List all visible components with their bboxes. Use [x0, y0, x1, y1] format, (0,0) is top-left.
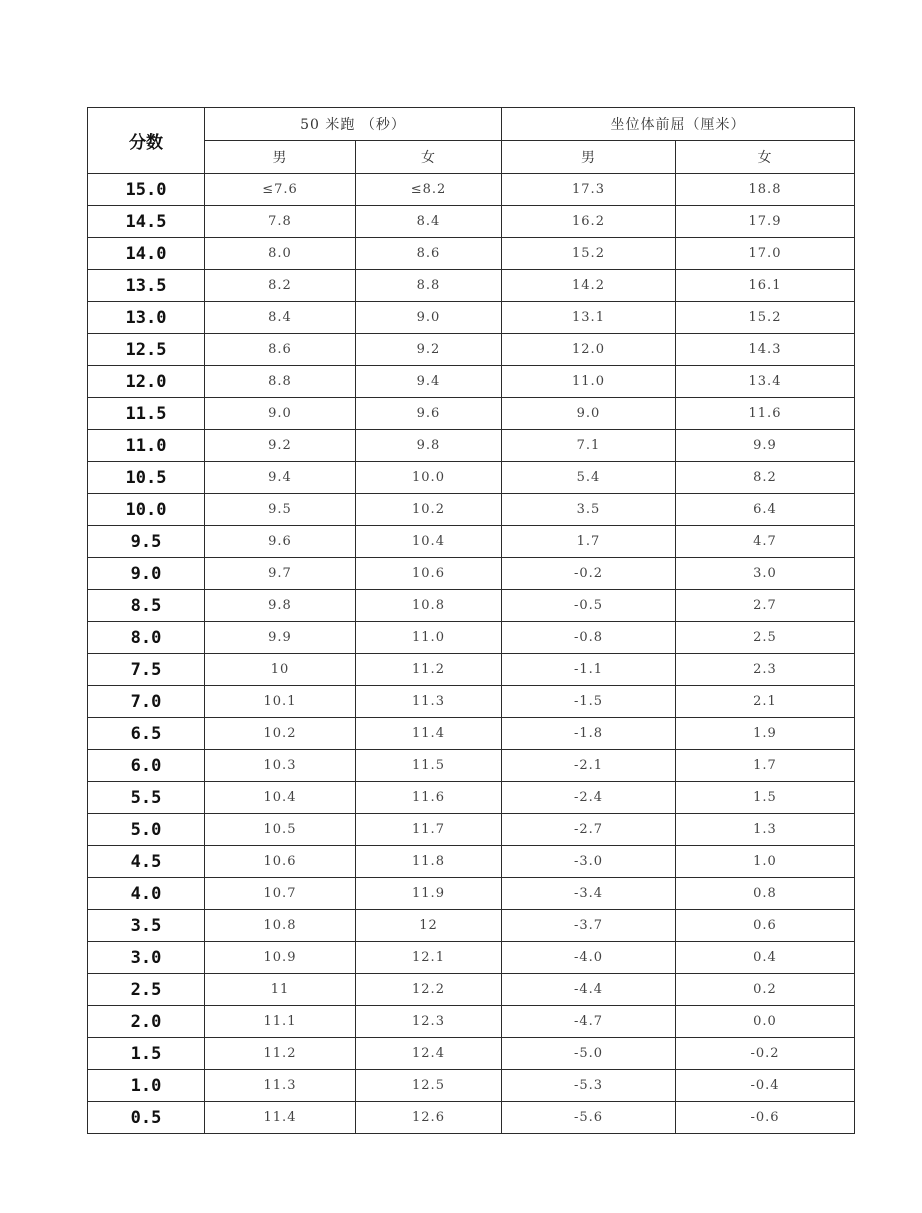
sprint-female-cell: 8.4 [356, 206, 502, 238]
sit-reach-female-cell: 18.8 [676, 174, 855, 206]
sprint-female-cell: ≤8.2 [356, 174, 502, 206]
table-row [88, 334, 855, 366]
sit-reach-female-cell: 0.2 [676, 974, 855, 1006]
table-header-row [88, 108, 855, 141]
sit-reach-female-cell: 4.7 [676, 526, 855, 558]
sprint-male-cell: 10 [205, 654, 356, 686]
table-row [88, 686, 855, 718]
sprint-male-cell: 11.3 [205, 1070, 356, 1102]
sit-reach-female-cell: 1.9 [676, 718, 855, 750]
sit-reach-male-cell: 12.0 [502, 334, 676, 366]
table-row [88, 590, 855, 622]
sprint-male-cell: 9.6 [205, 526, 356, 558]
table-row [88, 270, 855, 302]
score-cell: 5.0 [88, 814, 205, 846]
score-cell: 7.5 [88, 654, 205, 686]
sit-reach-female-cell: 8.2 [676, 462, 855, 494]
score-cell: 14.5 [88, 206, 205, 238]
sprint-female-cell: 11.5 [356, 750, 502, 782]
sprint-male-cell: 11.2 [205, 1038, 356, 1070]
score-standard-table [87, 107, 855, 1134]
table-body [88, 174, 855, 1134]
sit-reach-male-cell: -1.8 [502, 718, 676, 750]
sprint-female-cell: 8.6 [356, 238, 502, 270]
sit-reach-male-cell: 1.7 [502, 526, 676, 558]
score-cell: 10.5 [88, 462, 205, 494]
sprint-female-cell: 11.0 [356, 622, 502, 654]
score-cell: 3.0 [88, 942, 205, 974]
sprint-female-cell: 11.4 [356, 718, 502, 750]
sit-reach-male-header: 男 [502, 141, 676, 174]
sit-reach-female-cell: 1.5 [676, 782, 855, 814]
table-row [88, 814, 855, 846]
sit-reach-male-cell: -4.7 [502, 1006, 676, 1038]
sit-reach-female-cell: 2.5 [676, 622, 855, 654]
sprint-male-cell: 9.4 [205, 462, 356, 494]
score-cell: 11.5 [88, 398, 205, 430]
sprint-female-cell: 11.2 [356, 654, 502, 686]
sprint-female-cell: 10.2 [356, 494, 502, 526]
sit-reach-male-cell: -1.5 [502, 686, 676, 718]
score-column-header: 分数 [88, 108, 205, 174]
score-cell: 8.5 [88, 590, 205, 622]
table-row [88, 782, 855, 814]
sit-reach-female-cell: 13.4 [676, 366, 855, 398]
sprint-female-cell: 10.0 [356, 462, 502, 494]
score-cell: 5.5 [88, 782, 205, 814]
table-row [88, 430, 855, 462]
score-cell: 2.5 [88, 974, 205, 1006]
table-row [88, 1102, 855, 1134]
sit-reach-male-cell: 14.2 [502, 270, 676, 302]
sit-reach-female-cell: 0.6 [676, 910, 855, 942]
sprint-male-cell: 10.2 [205, 718, 356, 750]
table-row [88, 750, 855, 782]
sprint-male-cell: 10.7 [205, 878, 356, 910]
sprint-male-cell: 9.0 [205, 398, 356, 430]
sit-reach-male-cell: 7.1 [502, 430, 676, 462]
score-cell: 4.0 [88, 878, 205, 910]
sprint-female-cell: 10.4 [356, 526, 502, 558]
sprint-male-cell: 11.4 [205, 1102, 356, 1134]
score-cell: 13.5 [88, 270, 205, 302]
sit-reach-male-cell: -1.1 [502, 654, 676, 686]
table-row [88, 974, 855, 1006]
sit-reach-male-cell: -0.8 [502, 622, 676, 654]
table-row [88, 718, 855, 750]
sprint-male-cell: 8.0 [205, 238, 356, 270]
sprint-male-cell: 10.9 [205, 942, 356, 974]
sprint-male-cell: 9.7 [205, 558, 356, 590]
table-row [88, 846, 855, 878]
sit-reach-male-cell: -5.3 [502, 1070, 676, 1102]
sprint-male-cell: 10.4 [205, 782, 356, 814]
sit-reach-female-cell: 15.2 [676, 302, 855, 334]
sprint-female-cell: 12.1 [356, 942, 502, 974]
sprint-male-cell: 10.5 [205, 814, 356, 846]
sit-reach-male-cell: -3.4 [502, 878, 676, 910]
sprint-female-cell: 9.6 [356, 398, 502, 430]
score-cell: 13.0 [88, 302, 205, 334]
table-row [88, 366, 855, 398]
sit-reach-male-cell: -2.4 [502, 782, 676, 814]
sprint-female-cell: 8.8 [356, 270, 502, 302]
sit-reach-female-cell: 16.1 [676, 270, 855, 302]
table-row [88, 1006, 855, 1038]
sit-reach-male-cell: 16.2 [502, 206, 676, 238]
sit-reach-male-cell: 5.4 [502, 462, 676, 494]
score-cell: 1.5 [88, 1038, 205, 1070]
table-row [88, 910, 855, 942]
sprint-female-cell: 11.6 [356, 782, 502, 814]
sprint-female-cell: 11.7 [356, 814, 502, 846]
sit-reach-male-cell: -0.5 [502, 590, 676, 622]
score-cell: 12.0 [88, 366, 205, 398]
table-row [88, 302, 855, 334]
score-cell: 4.5 [88, 846, 205, 878]
table-row [88, 494, 855, 526]
sit-reach-female-cell: 14.3 [676, 334, 855, 366]
sit-reach-male-cell: 9.0 [502, 398, 676, 430]
sprint-male-cell: 8.2 [205, 270, 356, 302]
sprint-female-cell: 12.3 [356, 1006, 502, 1038]
sprint-female-cell: 10.6 [356, 558, 502, 590]
sit-reach-female-cell: 2.3 [676, 654, 855, 686]
table-row [88, 398, 855, 430]
table-row [88, 622, 855, 654]
sprint-female-cell: 11.9 [356, 878, 502, 910]
table-row [88, 174, 855, 206]
sit-reach-female-cell: 0.0 [676, 1006, 855, 1038]
sit-reach-male-cell: -4.0 [502, 942, 676, 974]
sprint-female-cell: 11.3 [356, 686, 502, 718]
sit-reach-male-cell: 13.1 [502, 302, 676, 334]
sprint-male-cell: 10.1 [205, 686, 356, 718]
table-row [88, 238, 855, 270]
sprint-female-cell: 12.4 [356, 1038, 502, 1070]
sprint-female-cell: 12.2 [356, 974, 502, 1006]
sit-reach-male-cell: -5.0 [502, 1038, 676, 1070]
sit-reach-female-cell: -0.2 [676, 1038, 855, 1070]
score-cell: 7.0 [88, 686, 205, 718]
table-row [88, 206, 855, 238]
sit-reach-male-cell: -2.1 [502, 750, 676, 782]
table-row [88, 558, 855, 590]
sprint-female-cell: 9.2 [356, 334, 502, 366]
sit-reach-female-header: 女 [676, 141, 855, 174]
score-cell: 6.5 [88, 718, 205, 750]
sprint-50m-header: 50 米跑 （秒） [205, 108, 502, 141]
sprint-male-cell: 9.2 [205, 430, 356, 462]
sit-reach-male-cell: -5.6 [502, 1102, 676, 1134]
sit-reach-female-cell: -0.4 [676, 1070, 855, 1102]
sprint-female-cell: 12 [356, 910, 502, 942]
sprint-male-cell: 10.6 [205, 846, 356, 878]
sprint-male-cell: 9.5 [205, 494, 356, 526]
score-cell: 3.5 [88, 910, 205, 942]
sit-reach-female-cell: 1.7 [676, 750, 855, 782]
sit-reach-female-cell: -0.6 [676, 1102, 855, 1134]
sit-reach-female-cell: 9.9 [676, 430, 855, 462]
sprint-male-cell: 8.6 [205, 334, 356, 366]
sit-reach-female-cell: 2.1 [676, 686, 855, 718]
score-cell: 9.0 [88, 558, 205, 590]
sit-reach-female-cell: 17.9 [676, 206, 855, 238]
sit-reach-male-cell: 15.2 [502, 238, 676, 270]
sprint-male-cell: 9.8 [205, 590, 356, 622]
score-cell: 6.0 [88, 750, 205, 782]
score-cell: 12.5 [88, 334, 205, 366]
table-row [88, 1070, 855, 1102]
score-cell: 15.0 [88, 174, 205, 206]
table-row [88, 942, 855, 974]
sit-reach-male-cell: -4.4 [502, 974, 676, 1006]
table-row [88, 1038, 855, 1070]
sprint-female-cell: 11.8 [356, 846, 502, 878]
score-cell: 10.0 [88, 494, 205, 526]
score-cell: 9.5 [88, 526, 205, 558]
sit-reach-female-cell: 1.0 [676, 846, 855, 878]
sit-reach-male-cell: -0.2 [502, 558, 676, 590]
sit-reach-female-cell: 0.4 [676, 942, 855, 974]
sprint-male-cell: 7.8 [205, 206, 356, 238]
sprint-male-cell: 11 [205, 974, 356, 1006]
sprint-male-cell: 9.9 [205, 622, 356, 654]
table-row [88, 526, 855, 558]
sit-reach-female-cell: 11.6 [676, 398, 855, 430]
sit-reach-male-cell: -2.7 [502, 814, 676, 846]
table-row [88, 878, 855, 910]
sprint-male-cell: 10.8 [205, 910, 356, 942]
sprint-male-header: 男 [205, 141, 356, 174]
sit-reach-male-cell: -3.7 [502, 910, 676, 942]
sit-and-reach-header: 坐位体前屈（厘米） [502, 108, 855, 141]
sprint-female-cell: 9.4 [356, 366, 502, 398]
sit-reach-female-cell: 2.7 [676, 590, 855, 622]
sprint-male-cell: 11.1 [205, 1006, 356, 1038]
sit-reach-female-cell: 0.8 [676, 878, 855, 910]
score-cell: 2.0 [88, 1006, 205, 1038]
sit-reach-male-cell: 17.3 [502, 174, 676, 206]
sit-reach-female-cell: 17.0 [676, 238, 855, 270]
sit-reach-male-cell: 3.5 [502, 494, 676, 526]
sit-reach-male-cell: -3.0 [502, 846, 676, 878]
table-row [88, 654, 855, 686]
score-cell: 14.0 [88, 238, 205, 270]
sit-reach-female-cell: 3.0 [676, 558, 855, 590]
table-row [88, 462, 855, 494]
score-cell: 11.0 [88, 430, 205, 462]
sit-reach-female-cell: 1.3 [676, 814, 855, 846]
sprint-female-cell: 9.0 [356, 302, 502, 334]
sit-reach-female-cell: 6.4 [676, 494, 855, 526]
sprint-female-cell: 12.5 [356, 1070, 502, 1102]
score-cell: 1.0 [88, 1070, 205, 1102]
score-cell: 8.0 [88, 622, 205, 654]
sprint-male-cell: 10.3 [205, 750, 356, 782]
sprint-male-cell: 8.4 [205, 302, 356, 334]
sprint-female-cell: 10.8 [356, 590, 502, 622]
sit-reach-male-cell: 11.0 [502, 366, 676, 398]
score-cell: 0.5 [88, 1102, 205, 1134]
sprint-male-cell: ≤7.6 [205, 174, 356, 206]
sprint-female-cell: 12.6 [356, 1102, 502, 1134]
sprint-female-header: 女 [356, 141, 502, 174]
sprint-male-cell: 8.8 [205, 366, 356, 398]
sprint-female-cell: 9.8 [356, 430, 502, 462]
